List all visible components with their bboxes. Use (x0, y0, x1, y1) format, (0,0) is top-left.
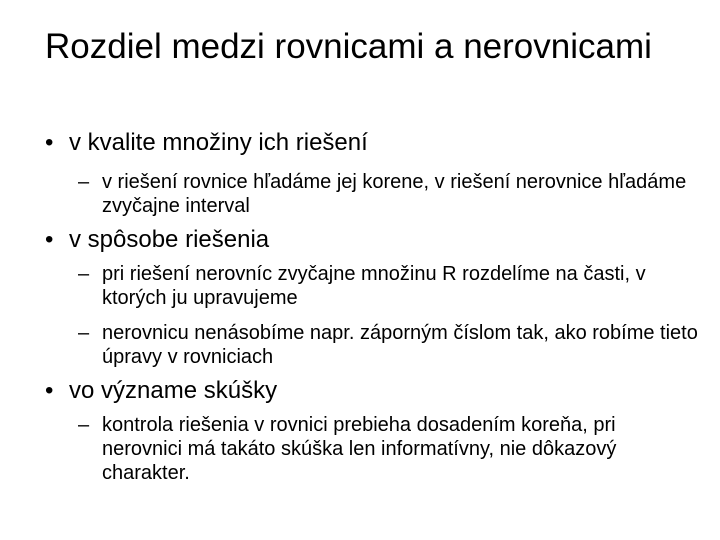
bullet-mark: • (45, 377, 54, 404)
bullet-mark: • (45, 129, 54, 156)
sub-bullet-item (78, 413, 698, 485)
sub-bullet-text: v riešení rovnice hľadáme jej korene, v riešení nerovnice hľadáme zvyčajne interval (102, 171, 687, 217)
bullet-item (45, 129, 368, 157)
slide-title: Rozdiel medzi rovnicami a nerovnicami (45, 27, 652, 66)
bullet-mark: • (45, 226, 54, 253)
sub-bullet-text: nerovnicu nenásobíme napr. záporným číslom tak, ako robíme tieto úpravy v rovniciach (102, 322, 698, 368)
sub-bullet-mark: – (78, 263, 90, 285)
sub-bullet-mark: – (78, 414, 90, 436)
sub-bullet-item (78, 262, 698, 310)
bullet-item (45, 226, 269, 254)
sub-bullet-item (78, 321, 698, 369)
sub-bullet-mark: – (78, 171, 90, 193)
sub-bullet-text: pri riešení nerovníc zvyčajne množinu R rozdelíme na časti, v ktorých ju upravujeme (102, 263, 646, 309)
bullet-text: v kvalite množiny ich riešení (69, 129, 368, 156)
sub-bullet-text: kontrola riešenia v rovnici prebieha dosadením koreňa, pri nerovnici má takáto skúška len informatívny, nie dôkazový charakter. (102, 414, 617, 484)
bullet-item (45, 377, 277, 405)
sub-bullet-mark: – (78, 322, 90, 344)
bullet-text: vo význame skúšky (69, 377, 278, 404)
sub-bullet-item (78, 170, 698, 218)
bullet-text: v spôsobe riešenia (69, 226, 270, 253)
